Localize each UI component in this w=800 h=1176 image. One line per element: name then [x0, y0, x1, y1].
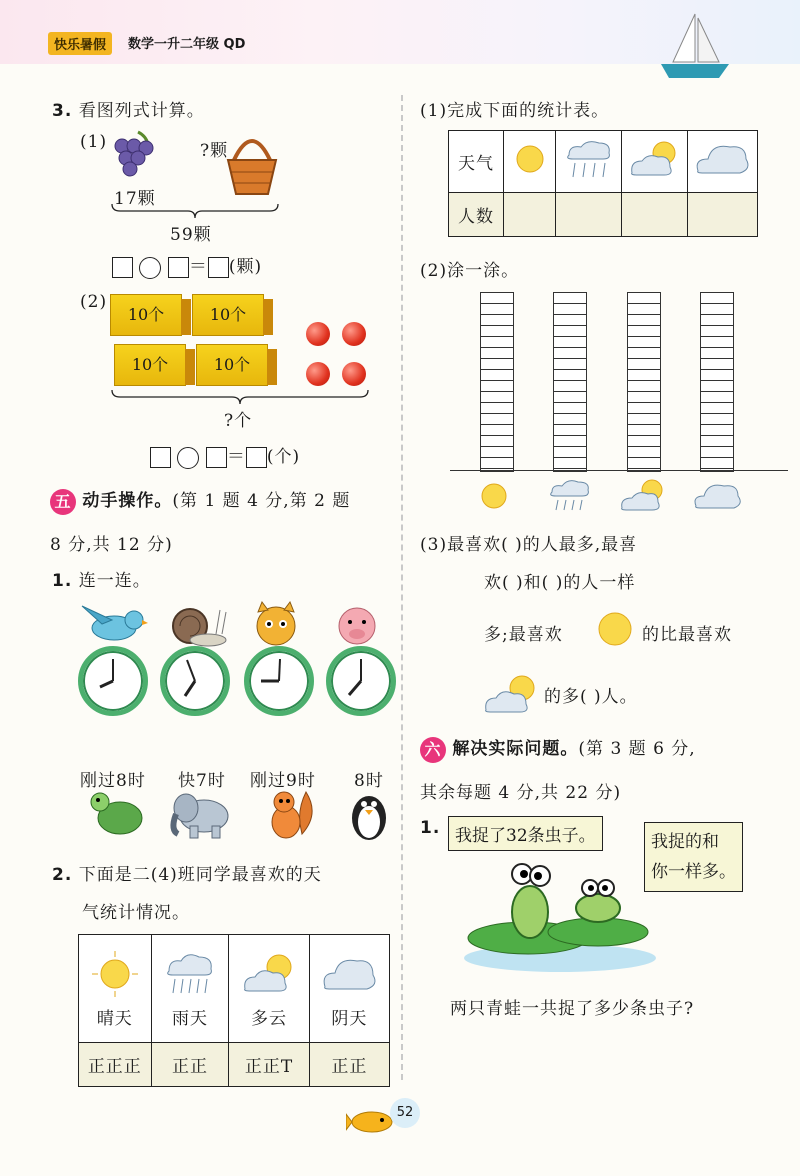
coloring-column[interactable]: [553, 292, 587, 472]
weather-cell: 多云: [229, 935, 309, 1043]
statistics-table: [448, 130, 758, 237]
bird-icon: [78, 600, 148, 646]
snail-icon: [164, 604, 228, 648]
weather-cell: 阴天: [309, 935, 389, 1043]
section-number-badge: 五: [50, 489, 76, 515]
question-1-number: 1.: [420, 818, 441, 838]
penguin-icon: [346, 786, 392, 842]
rainy-icon: [561, 137, 617, 181]
header-title: 数学一升二年级 QD: [128, 37, 246, 52]
tally-cell: 正正: [309, 1043, 389, 1087]
column-divider: [401, 95, 403, 1080]
cloudy-icon: [692, 137, 752, 181]
partly-cloudy-icon: [239, 949, 299, 999]
sailboat-icon: [655, 10, 735, 82]
row-header: 人数: [449, 193, 504, 237]
weather-tally-table: [78, 934, 390, 1087]
part-2-label: (2): [80, 292, 108, 312]
elephant-icon: [166, 786, 236, 840]
subquestion-2: (2)涂一涂。: [420, 261, 520, 281]
total-unknown: ?个: [224, 411, 253, 431]
basket-unknown-label: ?颗: [200, 141, 229, 161]
question-2-line-2: 气统计情况。: [82, 903, 190, 923]
sunny-icon: [508, 137, 552, 181]
time-label: 刚过8时: [80, 771, 146, 791]
rainy-icon: [546, 478, 596, 514]
subquestion-3-line-3b: 的比最喜欢: [642, 625, 732, 645]
speech-bubble-right: 我捉的和 你一样多。: [644, 822, 743, 892]
total-quantity: 59颗: [170, 225, 212, 245]
count-input-cell[interactable]: [556, 193, 622, 237]
sunny-icon: [90, 949, 140, 999]
question-3-heading: 3. 看图列式计算。: [52, 101, 205, 121]
section-5-score: 8 分,共 12 分): [50, 535, 173, 555]
apple-icon: [342, 322, 366, 346]
apple-icon: [306, 362, 330, 386]
grapes-icon: [108, 128, 158, 180]
operator-circle[interactable]: [177, 447, 199, 469]
subquestion-3-line-3a: 多;最喜欢: [484, 625, 563, 645]
apple-icon: [306, 322, 330, 346]
coloring-column[interactable]: [627, 292, 661, 472]
subquestion-3-line-2: 欢( )和( )的人一样: [484, 573, 636, 593]
time-label: 快7时: [178, 771, 226, 791]
cloudy-icon: [692, 476, 744, 514]
pig-icon: [332, 602, 382, 648]
part-1-label: (1): [80, 132, 108, 152]
equation-1: ＝ (颗): [112, 252, 262, 279]
question-text: 两只青蛙一共捉了多少条虫子?: [450, 999, 695, 1019]
baseline: [450, 470, 788, 471]
partly-cloudy-icon: [480, 670, 542, 718]
weather-cell: 雨天: [151, 935, 229, 1043]
rainy-icon: [161, 949, 219, 999]
weather-cell: 晴天: [79, 935, 152, 1043]
answer-box[interactable]: [168, 257, 189, 278]
equation-2: ＝ (个): [150, 442, 300, 469]
question-1-heading: 1. 连一连。: [52, 571, 151, 591]
header-badge: 快乐暑假: [48, 32, 112, 55]
total-brace: [110, 202, 280, 220]
time-label: 8时: [354, 771, 384, 791]
total-brace: [110, 388, 370, 406]
answer-box[interactable]: [246, 447, 267, 468]
section-5-heading: 五 动手操作。(第 1 题 4 分,第 2 题: [50, 486, 350, 515]
coloring-column[interactable]: [480, 292, 514, 472]
weather-cell: [622, 131, 688, 193]
coloring-column[interactable]: [700, 292, 734, 472]
section-number-badge: 六: [420, 737, 446, 763]
crate: 10个: [110, 294, 182, 336]
clock-face: [244, 646, 314, 716]
section-6-score: 其余每题 4 分,共 22 分): [420, 783, 622, 803]
answer-box[interactable]: [206, 447, 227, 468]
count-input-cell[interactable]: [504, 193, 556, 237]
question-2-line-1: 2. 下面是二(4)班同学最喜欢的天: [52, 865, 322, 885]
crate: 10个: [192, 294, 264, 336]
sunny-icon: [592, 606, 638, 652]
known-quantity: 17颗: [114, 189, 156, 209]
time-label: 刚过9时: [250, 771, 316, 791]
weather-cell: [504, 131, 556, 193]
clock-face: [160, 646, 230, 716]
crate: 10个: [114, 344, 186, 386]
answer-box[interactable]: [208, 257, 229, 278]
row-header: 天气: [449, 131, 504, 193]
count-input-cell[interactable]: [687, 193, 757, 237]
frogs-on-lily-pads: [460, 852, 660, 978]
tally-cell: 正正T: [229, 1043, 309, 1087]
apple-icon: [342, 362, 366, 386]
partly-cloudy-icon: [626, 137, 682, 181]
operator-circle[interactable]: [139, 257, 161, 279]
tiger-icon: [248, 600, 304, 648]
crate: 10个: [196, 344, 268, 386]
subquestion-1: (1)完成下面的统计表。: [420, 101, 610, 121]
answer-box[interactable]: [150, 447, 171, 468]
cloudy-icon: [319, 949, 379, 999]
page-number: 52: [390, 1098, 420, 1128]
weather-cell: [556, 131, 622, 193]
count-input-cell[interactable]: [622, 193, 688, 237]
partly-cloudy-icon: [618, 476, 668, 514]
weather-cell: [687, 131, 757, 193]
speech-bubble-left: 我捉了32条虫子。: [448, 816, 603, 851]
section-6-heading: 六 解决实际问题。(第 3 题 6 分,: [420, 734, 696, 763]
sunny-icon: [474, 478, 514, 514]
tally-cell: 正正正: [79, 1043, 152, 1087]
turtle-icon: [88, 784, 146, 840]
basket-icon: [222, 128, 282, 200]
answer-box[interactable]: [112, 257, 133, 278]
subquestion-3-line-1: (3)最喜欢( )的人最多,最喜: [420, 535, 638, 555]
squirrel-icon: [262, 784, 316, 842]
subquestion-3-line-4: 的多( )人。: [544, 687, 638, 707]
clock-face: [326, 646, 396, 716]
clock-face: [78, 646, 148, 716]
tally-cell: 正正: [151, 1043, 229, 1087]
